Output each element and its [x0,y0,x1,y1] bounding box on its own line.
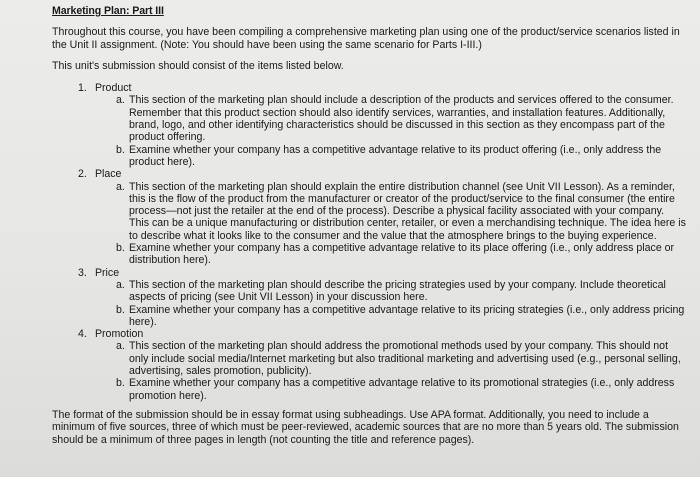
sub-item [116,279,686,304]
item-label: Promotion [94,328,144,341]
sub-item-text: This section of the marketing plan should describe the pricing strategies used by your company. Include theoretical aspects of pricing (see Unit VII Lesson) in your discussion here. [129,278,666,304]
sub-item [116,144,686,169]
sub-item-letter: a. [116,340,125,353]
sub-item [116,242,686,267]
requirements-list [52,82,686,402]
list-item-price [52,267,686,328]
item-number: 4. [78,328,87,341]
closing-paragraph: The format of the submission should be in essay format using subheadings. Use APA format. Additionally, you need to include a minimum of five sources, three of which must be peer-reviewed, academic sources that are no more than 5 years old. The submission should be a minimum of three pages in length (not counting the title and reference pages). [52,408,679,446]
item-label: Place [94,168,122,181]
list-item-product [52,82,686,168]
sub-item-text: Examine whether your company has a competitive advantage relative to its place offering (i.e., only address place or distribution here). [129,242,675,267]
sub-item [116,340,686,377]
sub-item [116,304,686,329]
sub-list [92,181,686,267]
item-label: Product [94,82,132,95]
sub-item-text: This section of the marketing plan should include a description of the products and services offered to the consumer. Remember that this product section should also identify services, warranties, and installation features. Additionally, brand, logo, and other identifying characteristics should be discussed in this section as they encompass part of the product offering. [129,94,674,144]
sub-item-letter: a. [116,278,125,291]
sub-item-letter: a. [116,180,125,193]
sub-item-letter: b. [116,303,125,316]
sub-item [116,181,686,242]
sub-item [116,94,686,143]
submission-instructions: This unit's submission should consist of the items listed below. [52,59,344,72]
list-item-promotion [52,328,686,402]
document-title: Marketing Plan: Part III [52,5,164,17]
sub-item-text: This section of the marketing plan should explain the entire distribution channel (see Unit VII Lesson). As a reminder, this is the flow of the product from the manufacturer or creator of the product/service to the final consumer (the entire process—not just the retailer at the end of the process). Describe a physical facility associated with your company. This can be a unique manufacturing or distribution center, retailer, or even a merchandising technique. The idea here is to describe what it looks like to the consumer and the value that the atmosphere brings to the buying experience. [129,180,686,242]
sub-list [92,94,686,168]
sub-item-text: This section of the marketing plan should address the promotional methods used by your company. This should not only include social media/Internet marketing but also traditional marketing and advertising used (e.g., personal selling, advertising, sales promotion, publicity). [129,340,681,378]
sub-item-letter: b. [116,143,125,156]
sub-item-letter: a. [116,94,125,107]
sub-list [92,279,686,328]
item-number: 2. [78,168,87,181]
item-label: Price [94,266,120,279]
item-number: 3. [78,266,87,279]
sub-item-letter: b. [116,377,125,390]
intro-paragraph: Throughout this course, you have been compiling a comprehensive marketing plan using one of the product/service scenarios listed in the Unit II assignment. (Note: You should have been using the same scenario for Parts I-III.) [52,26,680,51]
sub-list [92,340,686,401]
sub-item-text: Examine whether your company has a competitive advantage relative to its product offering (i.e., only address the product here). [129,143,662,168]
sub-item-text: Examine whether your company has a competitive advantage relative to its pricing strategies (i.e., only address pricing here). [129,303,685,328]
list-item-place [52,168,686,266]
sub-item-letter: b. [116,242,125,255]
sub-item [116,377,686,402]
sub-item-text: Examine whether your company has a competitive advantage relative to its promotional strategies (i.e., only address promotion here). [129,377,675,402]
item-number: 1. [78,82,87,95]
